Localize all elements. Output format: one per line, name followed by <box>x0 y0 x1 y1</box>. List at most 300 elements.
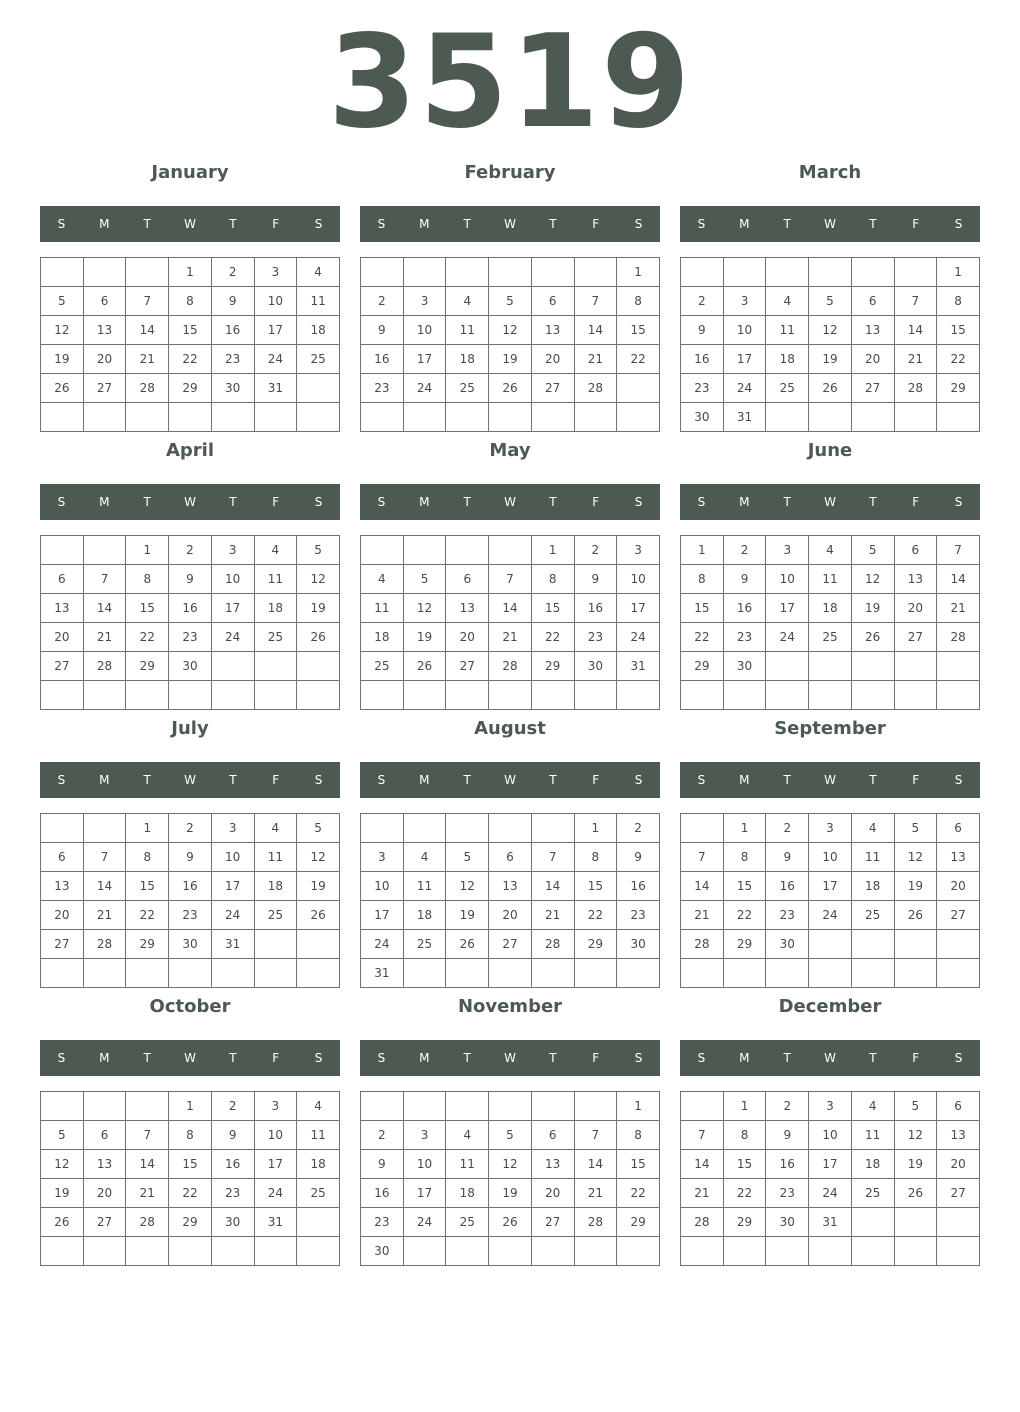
empty-day-cell <box>681 814 724 843</box>
day-cell: 12 <box>894 843 937 872</box>
day-cell: 11 <box>446 316 489 345</box>
day-cell: 28 <box>83 930 126 959</box>
empty-day-cell <box>403 1092 446 1121</box>
weekday-label: S <box>634 495 643 509</box>
empty-day-cell <box>446 814 489 843</box>
day-cell: 26 <box>403 652 446 681</box>
empty-day-cell <box>169 403 212 432</box>
day-cell: 1 <box>723 1092 766 1121</box>
day-cell: 24 <box>254 345 297 374</box>
empty-day-cell <box>83 536 126 565</box>
day-cell: 19 <box>41 1179 84 1208</box>
day-cell: 5 <box>809 287 852 316</box>
day-cell: 16 <box>361 1179 404 1208</box>
month-name: June <box>807 440 853 461</box>
day-cell: 23 <box>361 374 404 403</box>
week-row <box>681 1121 980 1150</box>
weekday-label: W <box>504 495 516 509</box>
empty-day-cell <box>766 959 809 988</box>
day-cell: 19 <box>41 345 84 374</box>
weekday-label: W <box>504 217 516 231</box>
weekday-label: W <box>824 495 836 509</box>
day-cell: 20 <box>41 901 84 930</box>
weekday-label: M <box>99 217 110 231</box>
week-row <box>681 652 980 681</box>
day-cell: 22 <box>126 623 169 652</box>
day-cell: 9 <box>723 565 766 594</box>
week-row <box>41 565 340 594</box>
day-cell: 27 <box>83 374 126 403</box>
day-cell: 13 <box>83 316 126 345</box>
week-row <box>41 843 340 872</box>
empty-day-cell <box>809 258 852 287</box>
empty-day-cell <box>41 403 84 432</box>
week-row <box>681 814 980 843</box>
empty-day-cell <box>531 258 574 287</box>
week-row <box>361 1179 660 1208</box>
week-row <box>361 565 660 594</box>
day-cell: 5 <box>297 536 340 565</box>
empty-day-cell <box>361 403 404 432</box>
empty-day-cell <box>446 258 489 287</box>
week-row <box>681 316 980 345</box>
week-row <box>681 681 980 710</box>
week-row <box>681 1208 980 1237</box>
day-cell: 24 <box>809 901 852 930</box>
day-cell: 9 <box>766 843 809 872</box>
day-cell: 18 <box>809 594 852 623</box>
empty-day-cell <box>41 1237 84 1266</box>
weekday-label: T <box>463 217 471 231</box>
day-cell: 30 <box>766 930 809 959</box>
day-cell: 22 <box>531 623 574 652</box>
day-cell: 29 <box>617 1208 660 1237</box>
weekday-label: W <box>824 217 836 231</box>
day-cell: 31 <box>211 930 254 959</box>
week-row <box>361 1092 660 1121</box>
day-cell: 11 <box>403 872 446 901</box>
day-cell: 7 <box>894 287 937 316</box>
day-cell: 23 <box>617 901 660 930</box>
day-cell: 17 <box>403 1179 446 1208</box>
weekday-header-bar <box>40 206 340 242</box>
day-cell: 1 <box>531 536 574 565</box>
day-cell: 7 <box>126 1121 169 1150</box>
week-row <box>681 959 980 988</box>
weekday-label: S <box>954 1051 963 1065</box>
day-cell: 11 <box>851 1121 894 1150</box>
day-grid <box>680 813 980 988</box>
empty-day-cell <box>851 959 894 988</box>
day-cell: 22 <box>169 345 212 374</box>
empty-day-cell <box>851 930 894 959</box>
day-cell: 26 <box>851 623 894 652</box>
day-cell: 23 <box>766 1179 809 1208</box>
day-cell: 15 <box>169 1150 212 1179</box>
day-cell: 7 <box>126 287 169 316</box>
day-cell: 24 <box>809 1179 852 1208</box>
week-row <box>361 345 660 374</box>
day-cell: 13 <box>531 316 574 345</box>
day-cell: 22 <box>681 623 724 652</box>
week-row <box>361 681 660 710</box>
day-cell: 20 <box>894 594 937 623</box>
day-cell: 18 <box>254 594 297 623</box>
empty-day-cell <box>403 681 446 710</box>
weekday-label: T <box>143 217 151 231</box>
day-cell: 20 <box>41 623 84 652</box>
day-cell: 9 <box>361 316 404 345</box>
day-grid <box>40 257 340 432</box>
day-cell: 2 <box>766 814 809 843</box>
day-cell: 3 <box>723 287 766 316</box>
day-cell: 1 <box>126 814 169 843</box>
weekday-header-bar <box>40 762 340 798</box>
weekday-label: W <box>184 773 196 787</box>
empty-day-cell <box>211 959 254 988</box>
weekday-header-bar <box>360 206 660 242</box>
weekday-label: S <box>57 217 66 231</box>
week-row <box>681 1179 980 1208</box>
empty-day-cell <box>211 652 254 681</box>
day-cell: 7 <box>937 536 980 565</box>
day-cell: 16 <box>211 316 254 345</box>
day-cell: 11 <box>297 1121 340 1150</box>
day-cell: 9 <box>211 1121 254 1150</box>
day-grid <box>360 1091 660 1266</box>
empty-day-cell <box>83 959 126 988</box>
day-cell: 31 <box>809 1208 852 1237</box>
month-name: December <box>778 996 882 1017</box>
day-cell: 2 <box>211 1092 254 1121</box>
day-cell: 8 <box>937 287 980 316</box>
empty-day-cell <box>403 959 446 988</box>
empty-day-cell <box>766 681 809 710</box>
empty-day-cell <box>297 374 340 403</box>
day-cell: 21 <box>681 901 724 930</box>
day-cell: 6 <box>83 1121 126 1150</box>
day-cell: 7 <box>83 565 126 594</box>
day-cell: 23 <box>766 901 809 930</box>
day-cell: 14 <box>531 872 574 901</box>
empty-day-cell <box>41 681 84 710</box>
day-cell: 27 <box>41 930 84 959</box>
week-row <box>681 403 980 432</box>
day-cell: 9 <box>617 843 660 872</box>
day-cell: 1 <box>169 258 212 287</box>
day-cell: 28 <box>574 374 617 403</box>
weekday-label: M <box>99 773 110 787</box>
day-cell: 5 <box>894 1092 937 1121</box>
empty-day-cell <box>169 959 212 988</box>
weekday-label: S <box>954 495 963 509</box>
day-cell: 5 <box>403 565 446 594</box>
empty-day-cell <box>681 1237 724 1266</box>
empty-day-cell <box>723 258 766 287</box>
empty-day-cell <box>574 258 617 287</box>
empty-day-cell <box>83 681 126 710</box>
day-cell: 15 <box>617 316 660 345</box>
day-cell: 4 <box>851 814 894 843</box>
empty-day-cell <box>169 681 212 710</box>
day-cell: 5 <box>489 287 532 316</box>
day-cell: 27 <box>531 1208 574 1237</box>
day-cell: 22 <box>169 1179 212 1208</box>
day-cell: 16 <box>681 345 724 374</box>
day-cell: 20 <box>83 1179 126 1208</box>
day-cell: 30 <box>766 1208 809 1237</box>
weekday-label: S <box>697 217 706 231</box>
weekday-label: T <box>783 217 791 231</box>
day-cell: 4 <box>851 1092 894 1121</box>
empty-day-cell <box>851 1237 894 1266</box>
day-cell: 27 <box>937 901 980 930</box>
week-row <box>361 623 660 652</box>
weekday-label: S <box>314 1051 323 1065</box>
day-cell: 2 <box>574 536 617 565</box>
day-cell: 25 <box>254 623 297 652</box>
week-row <box>681 901 980 930</box>
empty-day-cell <box>254 652 297 681</box>
empty-day-cell <box>489 681 532 710</box>
day-cell: 3 <box>361 843 404 872</box>
day-cell: 21 <box>894 345 937 374</box>
empty-day-cell <box>617 1237 660 1266</box>
day-cell: 27 <box>531 374 574 403</box>
day-cell: 28 <box>894 374 937 403</box>
weekday-label: F <box>912 217 920 231</box>
weekday-label: S <box>634 217 643 231</box>
empty-day-cell <box>41 814 84 843</box>
day-cell: 24 <box>361 930 404 959</box>
day-grid <box>680 1091 980 1266</box>
day-cell: 29 <box>531 652 574 681</box>
weekday-label: T <box>783 773 791 787</box>
day-cell: 21 <box>531 901 574 930</box>
empty-day-cell <box>126 258 169 287</box>
day-cell: 13 <box>83 1150 126 1179</box>
week-row <box>41 1208 340 1237</box>
empty-day-cell <box>126 959 169 988</box>
empty-day-cell <box>126 1092 169 1121</box>
day-cell: 13 <box>937 1121 980 1150</box>
day-cell: 6 <box>83 287 126 316</box>
day-cell: 10 <box>809 843 852 872</box>
empty-day-cell <box>297 930 340 959</box>
day-cell: 15 <box>126 872 169 901</box>
day-cell: 16 <box>361 345 404 374</box>
week-row <box>41 1179 340 1208</box>
day-cell: 22 <box>723 901 766 930</box>
empty-day-cell <box>446 959 489 988</box>
day-cell: 3 <box>211 814 254 843</box>
day-cell: 15 <box>169 316 212 345</box>
day-cell: 25 <box>851 901 894 930</box>
day-cell: 28 <box>83 652 126 681</box>
empty-day-cell <box>361 1092 404 1121</box>
empty-day-cell <box>766 403 809 432</box>
weekday-label: T <box>143 773 151 787</box>
day-cell: 26 <box>809 374 852 403</box>
weekday-label: S <box>697 773 706 787</box>
day-cell: 11 <box>446 1150 489 1179</box>
weekday-header-bar <box>360 762 660 798</box>
day-cell: 20 <box>83 345 126 374</box>
weekday-label: S <box>954 217 963 231</box>
day-cell: 5 <box>297 814 340 843</box>
day-cell: 14 <box>574 1150 617 1179</box>
weekday-label: T <box>229 1051 237 1065</box>
day-cell: 16 <box>574 594 617 623</box>
week-row <box>41 258 340 287</box>
empty-day-cell <box>531 959 574 988</box>
day-cell: 10 <box>403 1150 446 1179</box>
day-cell: 27 <box>83 1208 126 1237</box>
empty-day-cell <box>617 681 660 710</box>
weekday-label: S <box>634 1051 643 1065</box>
day-cell: 29 <box>126 930 169 959</box>
day-cell: 22 <box>937 345 980 374</box>
week-row <box>41 403 340 432</box>
day-cell: 1 <box>681 536 724 565</box>
weekday-label: M <box>739 1051 750 1065</box>
day-cell: 23 <box>169 623 212 652</box>
day-cell: 7 <box>574 287 617 316</box>
empty-day-cell <box>894 258 937 287</box>
week-row <box>681 287 980 316</box>
day-cell: 18 <box>361 623 404 652</box>
day-grid <box>680 257 980 432</box>
day-cell: 17 <box>723 345 766 374</box>
week-row <box>361 594 660 623</box>
weekday-label: T <box>549 773 557 787</box>
day-cell: 28 <box>126 1208 169 1237</box>
empty-day-cell <box>851 652 894 681</box>
day-cell: 23 <box>211 345 254 374</box>
day-cell: 19 <box>851 594 894 623</box>
week-row <box>41 374 340 403</box>
day-cell: 12 <box>809 316 852 345</box>
day-cell: 20 <box>531 1179 574 1208</box>
day-cell: 14 <box>126 1150 169 1179</box>
day-cell: 2 <box>681 287 724 316</box>
day-cell: 25 <box>851 1179 894 1208</box>
empty-day-cell <box>937 959 980 988</box>
empty-day-cell <box>297 681 340 710</box>
day-cell: 25 <box>297 345 340 374</box>
empty-day-cell <box>297 652 340 681</box>
empty-day-cell <box>41 258 84 287</box>
day-cell: 26 <box>446 930 489 959</box>
day-cell: 3 <box>254 1092 297 1121</box>
day-cell: 20 <box>851 345 894 374</box>
day-cell: 10 <box>766 565 809 594</box>
day-cell: 13 <box>41 594 84 623</box>
weekday-label: M <box>739 217 750 231</box>
week-row <box>681 345 980 374</box>
weekday-label: S <box>954 773 963 787</box>
empty-day-cell <box>489 1237 532 1266</box>
day-cell: 26 <box>41 1208 84 1237</box>
week-row <box>361 536 660 565</box>
empty-day-cell <box>126 403 169 432</box>
day-cell: 4 <box>361 565 404 594</box>
day-cell: 1 <box>617 1092 660 1121</box>
empty-day-cell <box>211 403 254 432</box>
day-cell: 12 <box>297 565 340 594</box>
weekday-label: T <box>869 495 877 509</box>
day-cell: 17 <box>809 872 852 901</box>
week-row <box>361 1237 660 1266</box>
weekday-label: S <box>377 1051 386 1065</box>
day-cell: 14 <box>83 872 126 901</box>
day-cell: 28 <box>489 652 532 681</box>
empty-day-cell <box>403 258 446 287</box>
weekday-header-bar <box>680 206 980 242</box>
month-name: August <box>474 718 546 739</box>
day-cell: 11 <box>361 594 404 623</box>
weekday-label: T <box>869 217 877 231</box>
week-row <box>681 930 980 959</box>
day-cell: 22 <box>617 1179 660 1208</box>
weekday-label: S <box>697 1051 706 1065</box>
empty-day-cell <box>617 374 660 403</box>
weekday-label: S <box>377 495 386 509</box>
day-cell: 12 <box>41 1150 84 1179</box>
day-cell: 10 <box>254 287 297 316</box>
week-row <box>361 901 660 930</box>
week-row <box>41 623 340 652</box>
weekday-label: M <box>419 1051 430 1065</box>
day-cell: 25 <box>254 901 297 930</box>
day-cell: 13 <box>531 1150 574 1179</box>
day-cell: 8 <box>617 1121 660 1150</box>
week-row <box>361 814 660 843</box>
weekday-label: S <box>57 773 66 787</box>
day-cell: 18 <box>446 1179 489 1208</box>
day-cell: 15 <box>723 1150 766 1179</box>
empty-day-cell <box>851 403 894 432</box>
day-cell: 5 <box>446 843 489 872</box>
day-cell: 16 <box>617 872 660 901</box>
empty-day-cell <box>723 1237 766 1266</box>
empty-day-cell <box>681 959 724 988</box>
empty-day-cell <box>681 1092 724 1121</box>
month-name: February <box>464 162 556 183</box>
day-cell: 24 <box>254 1179 297 1208</box>
day-cell: 11 <box>851 843 894 872</box>
week-row <box>681 594 980 623</box>
empty-day-cell <box>766 1237 809 1266</box>
empty-day-cell <box>937 1237 980 1266</box>
day-cell: 1 <box>617 258 660 287</box>
day-cell: 11 <box>254 843 297 872</box>
empty-day-cell <box>894 1208 937 1237</box>
empty-day-cell <box>361 814 404 843</box>
weekday-label: S <box>377 217 386 231</box>
day-cell: 14 <box>489 594 532 623</box>
empty-day-cell <box>254 403 297 432</box>
day-cell: 9 <box>361 1150 404 1179</box>
day-cell: 12 <box>41 316 84 345</box>
day-cell: 20 <box>489 901 532 930</box>
day-cell: 3 <box>254 258 297 287</box>
week-row <box>41 872 340 901</box>
day-cell: 26 <box>489 1208 532 1237</box>
weekday-label: W <box>184 217 196 231</box>
empty-day-cell <box>894 403 937 432</box>
empty-day-cell <box>446 1237 489 1266</box>
